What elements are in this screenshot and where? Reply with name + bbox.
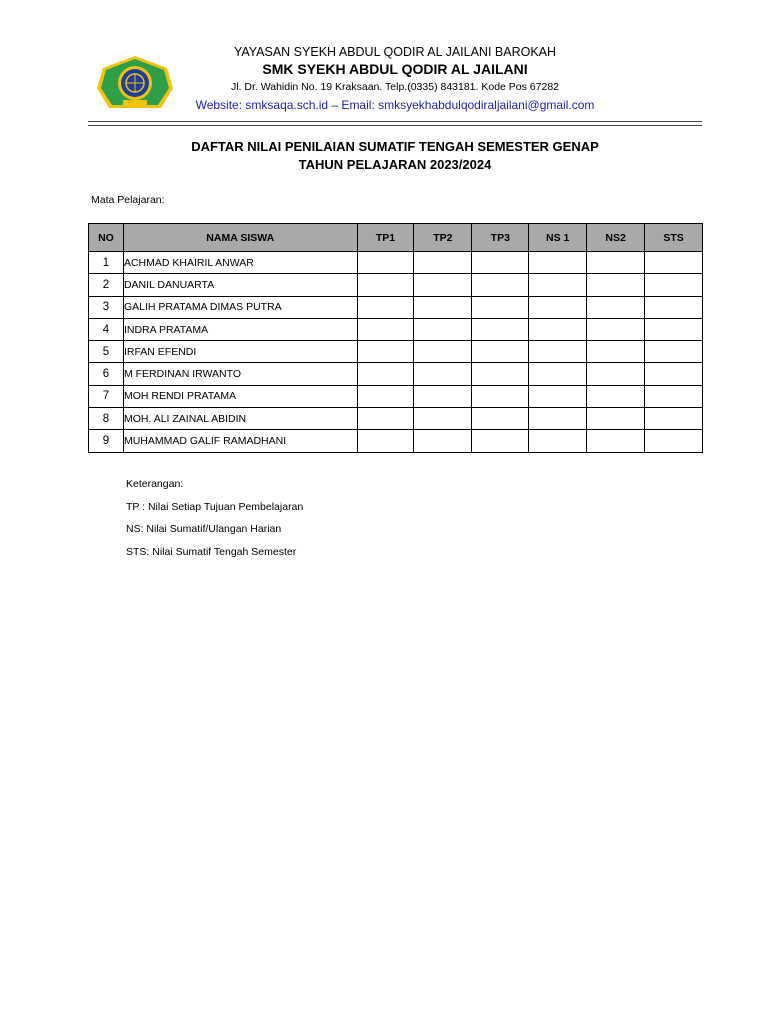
ns1-cell[interactable] xyxy=(529,430,587,452)
tp3-cell[interactable] xyxy=(472,363,529,385)
ns2-cell[interactable] xyxy=(587,363,645,385)
ns2-cell[interactable] xyxy=(587,408,645,430)
notes-heading: Keterangan: xyxy=(126,478,184,490)
tp1-cell[interactable] xyxy=(357,385,414,407)
student-name: IRFAN EFENDI xyxy=(123,341,357,363)
row-number: 6 xyxy=(89,363,124,385)
row-number: 4 xyxy=(89,318,124,340)
ns2-cell[interactable] xyxy=(587,430,645,452)
row-number: 5 xyxy=(89,341,124,363)
tp1-cell[interactable] xyxy=(357,341,414,363)
student-name: INDRA PRATAMA xyxy=(123,318,357,340)
table-row xyxy=(89,408,703,430)
student-name: MOH RENDI PRATAMA xyxy=(123,385,357,407)
tp3-cell[interactable] xyxy=(472,318,529,340)
tp1-cell[interactable] xyxy=(357,274,414,296)
sts-cell[interactable] xyxy=(645,252,703,274)
row-number: 9 xyxy=(89,430,124,452)
table-header-row xyxy=(89,224,703,252)
ns2-cell[interactable] xyxy=(587,274,645,296)
tp3-cell[interactable] xyxy=(472,430,529,452)
student-name: ACHMAD KHAIRIL ANWAR xyxy=(123,252,357,274)
school-address: Jl. Dr. Wahidin No. 19 Kraksaan. Telp.(0335) 843181. Kode Pos 67282 xyxy=(230,81,560,93)
row-number: 7 xyxy=(89,385,124,407)
sts-cell[interactable] xyxy=(645,274,703,296)
ns2-cell[interactable] xyxy=(587,385,645,407)
table-row xyxy=(89,252,703,274)
sts-cell[interactable] xyxy=(645,408,703,430)
ns1-cell[interactable] xyxy=(529,318,587,340)
ns1-cell[interactable] xyxy=(529,341,587,363)
grades-table xyxy=(88,223,703,453)
column-header: NAMA SISWA xyxy=(123,224,357,252)
ns2-cell[interactable] xyxy=(587,341,645,363)
ns2-cell[interactable] xyxy=(587,296,645,318)
column-header: NS2 xyxy=(587,224,645,252)
table-row xyxy=(89,318,703,340)
column-header: TP3 xyxy=(472,224,529,252)
tp2-cell[interactable] xyxy=(414,274,472,296)
school-logo xyxy=(95,54,175,114)
tp1-cell[interactable] xyxy=(357,318,414,340)
note-item: TP : Nilai Setiap Tujuan Pembelajaran xyxy=(126,500,304,513)
tp2-cell[interactable] xyxy=(414,252,472,274)
tp1-cell[interactable] xyxy=(357,296,414,318)
document-title: DAFTAR NILAI PENILAIAN SUMATIF TENGAH SEMESTER GENAP xyxy=(191,139,599,154)
student-name: MUHAMMAD GALIF RAMADHANI xyxy=(123,430,357,452)
tp2-cell[interactable] xyxy=(414,408,472,430)
row-number: 8 xyxy=(89,408,124,430)
header-divider-thin xyxy=(88,125,702,126)
tp1-cell[interactable] xyxy=(357,408,414,430)
ns1-cell[interactable] xyxy=(529,385,587,407)
tp2-cell[interactable] xyxy=(414,296,472,318)
sts-cell[interactable] xyxy=(645,363,703,385)
tp2-cell[interactable] xyxy=(414,318,472,340)
column-header: NS 1 xyxy=(529,224,587,252)
column-header: NO xyxy=(89,224,124,252)
ns1-cell[interactable] xyxy=(529,363,587,385)
table-row xyxy=(89,341,703,363)
student-name: M FERDINAN IRWANTO xyxy=(123,363,357,385)
ns1-cell[interactable] xyxy=(529,274,587,296)
tp3-cell[interactable] xyxy=(472,341,529,363)
student-name: GALIH PRATAMA DIMAS PUTRA xyxy=(123,296,357,318)
ns2-cell[interactable] xyxy=(587,252,645,274)
sts-cell[interactable] xyxy=(645,430,703,452)
note-item: STS: Nilai Sumatif Tengah Semester xyxy=(126,545,297,558)
table-row xyxy=(89,296,703,318)
tp2-cell[interactable] xyxy=(414,341,472,363)
tp1-cell[interactable] xyxy=(357,363,414,385)
ns2-cell[interactable] xyxy=(587,318,645,340)
tp3-cell[interactable] xyxy=(472,408,529,430)
document-subtitle: TAHUN PELAJARAN 2023/2024 xyxy=(298,157,492,172)
column-header: STS xyxy=(645,224,703,252)
sts-cell[interactable] xyxy=(645,318,703,340)
table-row xyxy=(89,385,703,407)
sts-cell[interactable] xyxy=(645,296,703,318)
notes-section xyxy=(126,478,303,568)
row-number: 3 xyxy=(89,296,124,318)
tp2-cell[interactable] xyxy=(414,363,472,385)
sts-cell[interactable] xyxy=(645,341,703,363)
school-name: SMK SYEKH ABDUL QODIR AL JAILANI xyxy=(262,61,528,77)
row-number: 1 xyxy=(89,252,124,274)
tp1-cell[interactable] xyxy=(357,430,414,452)
table-row xyxy=(89,274,703,296)
foundation-name: YAYASAN SYEKH ABDUL QODIR AL JAILANI BAROKAH xyxy=(233,45,557,59)
ns1-cell[interactable] xyxy=(529,408,587,430)
table-row xyxy=(89,430,703,452)
note-item: NS: Nilai Sumatif/Ulangan Harian xyxy=(126,523,282,535)
tp3-cell[interactable] xyxy=(472,252,529,274)
tp2-cell[interactable] xyxy=(414,430,472,452)
student-name: MOH. ALI ZAINAL ABIDIN xyxy=(123,408,357,430)
tp3-cell[interactable] xyxy=(472,385,529,407)
tp3-cell[interactable] xyxy=(472,296,529,318)
student-name: DANIL DANUARTA xyxy=(123,274,357,296)
school-contact: Website: smksaqa.sch.id – Email: smksyekhabdulqodiraljailani@gmail.com xyxy=(195,98,595,112)
tp3-cell[interactable] xyxy=(472,274,529,296)
column-header: TP1 xyxy=(357,224,414,252)
tp1-cell[interactable] xyxy=(357,252,414,274)
tp2-cell[interactable] xyxy=(414,385,472,407)
table-row xyxy=(89,363,703,385)
sts-cell[interactable] xyxy=(645,385,703,407)
subject-label: Mata Pelajaran: xyxy=(91,194,165,206)
ns1-cell[interactable] xyxy=(529,252,587,274)
ns1-cell[interactable] xyxy=(529,296,587,318)
row-number: 2 xyxy=(89,274,124,296)
column-header: TP2 xyxy=(414,224,472,252)
header-divider xyxy=(88,121,702,122)
